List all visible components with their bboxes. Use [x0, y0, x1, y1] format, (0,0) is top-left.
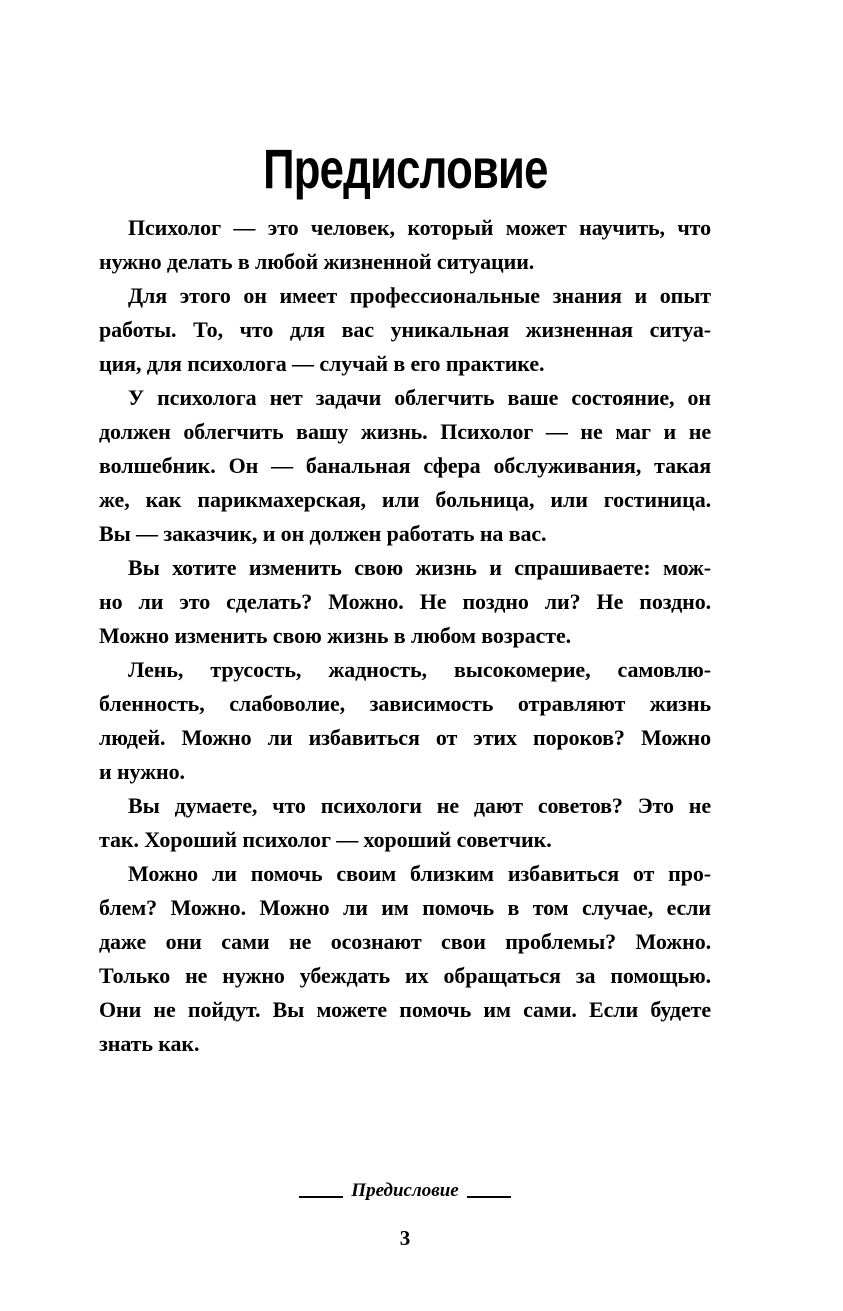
text-line: нужно делать в любой жизненной ситуации. — [99, 249, 535, 274]
footer-chapter-label: Предисловие — [351, 1180, 459, 1201]
body-text — [99, 211, 711, 1061]
text-line: бленность, слабоволие, зависимость отравляют жизнь — [99, 691, 711, 716]
running-footer — [99, 1180, 711, 1202]
text-line: Можно изменить свою жизнь в любом возрасте. — [99, 623, 572, 648]
text-line: волшебник. Он — банальная сфера обслуживания, такая — [99, 453, 711, 478]
text-line: должен облегчить вашу жизнь. Психолог — не маг и не — [99, 419, 711, 444]
text-line: блем? Можно. Можно ли им помочь в том случае, если — [99, 895, 711, 920]
text-line: Они не пойдут. Вы можете помочь им сами. Если будете — [99, 997, 711, 1022]
text-line: и нужно. — [99, 759, 185, 784]
text-line: так. Хороший психолог — хороший советчик. — [99, 827, 552, 852]
text-line: Вы думаете, что психологи не дают советов? Это не — [128, 793, 711, 818]
text-line: Можно ли помочь своим близким избавиться от про- — [128, 861, 711, 886]
text-line: Лень, трусость, жадность, высокомерие, самовлю- — [128, 657, 711, 682]
page-title-text: Предисловие — [262, 137, 548, 200]
text-line: даже они сами не осознают свои проблемы? Можно. — [99, 929, 711, 954]
page-title — [99, 137, 711, 200]
text-line: Вы — заказчик, и он должен работать на вас. — [99, 521, 547, 546]
text-line: Только не нужно убеждать их обращаться за помощью. — [99, 963, 711, 988]
text-line: ция, для психолога — случай в его практике. — [99, 351, 545, 376]
text-block — [99, 137, 711, 1061]
text-line: Психолог — это человек, который может научить, что — [128, 215, 711, 240]
text-line: но ли это сделать? Можно. Не поздно ли? Не поздно. — [99, 589, 711, 614]
footer-rule-right — [467, 1196, 511, 1198]
text-line: У психолога нет задачи облегчить ваше состояние, он — [128, 385, 711, 410]
text-line: же, как парикмахерская, или больница, или гостиница. — [99, 487, 711, 512]
text-line: людей. Можно ли избавиться от этих пороков? Можно — [99, 725, 711, 750]
footer-rule-left — [299, 1196, 343, 1198]
text-line: Вы хотите изменить свою жизнь и спрашиваете: мож- — [128, 555, 711, 580]
text-line: работы. То, что для вас уникальная жизненная ситуа- — [99, 317, 711, 342]
page-number: 3 — [399, 1226, 411, 1250]
text-line: знать как. — [99, 1031, 200, 1056]
text-line: Для этого он имеет профессиональные знания и опыт — [128, 283, 711, 308]
